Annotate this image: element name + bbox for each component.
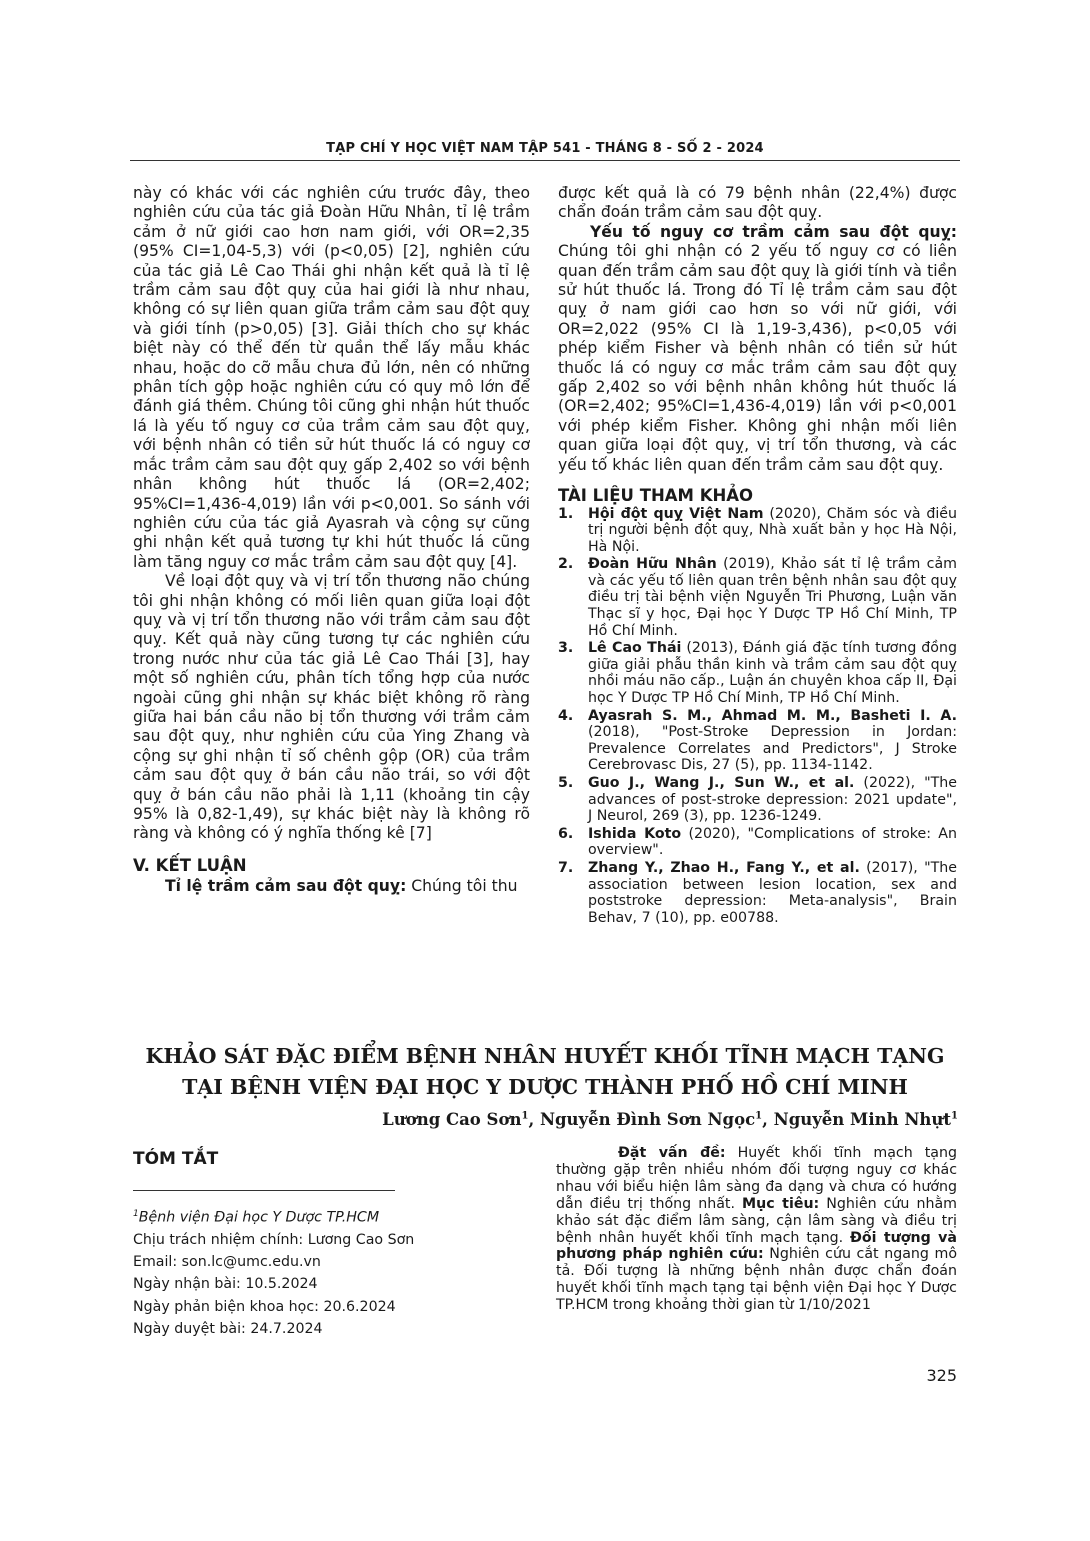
left-column	[133, 184, 530, 897]
contact-email: Email: son.lc@umc.edu.vn	[133, 1254, 321, 1271]
reference-text: (2020), Chăm sóc và điều trị người bệnh đột quỵ, Nhà xuất bản y học Hà Nội, Hà Nội.	[588, 505, 957, 555]
left-paragraph-3	[133, 877, 530, 896]
summary-heading: TÓM TẮT	[133, 1149, 219, 1169]
abstract-text-background: Huyết khối tĩnh mạch tạng thường gặp trên nhiều nhóm đối tượng nguy cơ khác nhau với biểu hiện lâm sàng đa dạng và chưa có hướng dẫn điều trị thống nhất.	[556, 1145, 957, 1212]
reference-number: 4.	[558, 707, 574, 724]
left-paragraph-2: Về loại đột quỵ và vị trí tổn thương não chúng tôi ghi nhận không có mối liên quan giữa loại đột quỵ và vị trí tổn thương não với trầm cảm sau đột quỵ. Kết quả này cũng tương tự các nghiên cứu trong nước như của tác giả Lê Cao Thái [3], hay một số nghiên cứu, phân tích tổng hợp của nước ngoài cũng ghi nhận sự khác biệt không rõ ràng giữa hai bán cầu não bị tổn thương với trầm cảm sau đột quỵ, như nghiên cứu của Ying Zhang và cộng sự ghi nhận tỉ số chênh gộp (OR) của trầm cảm sau đột quỵ ở bán cầu não trái, so với đột quỵ ở bán cầu não phải là 1,11 (khoảng tin cậy 95% là 0,82-1,49), sự khác biệt này là không rõ ràng và không có ý nghĩa thống kê [7]	[133, 572, 530, 843]
reference-text: (2013), Đánh giá đặc tính tương đồng giữa giải phẫu thần kinh và trầm cảm sau đột quỵ nhồi máu não cấp., Luận án chuyên khoa cấp II, Đại học Y Dược TP Hồ Chí Minh, TP Hồ Chí Minh.	[588, 640, 957, 707]
reference-text: (2017), "The association between lesion location, sex and poststroke depression: Meta-analysis", Brain Behav, 7 (10), pp. e00788.	[588, 859, 957, 926]
affiliation-footnote-mark: 1	[133, 1209, 139, 1219]
reference-author: Đoàn Hữu Nhân	[588, 556, 717, 573]
affiliation-footnote	[133, 1203, 533, 1229]
conclusion-label: Tỉ lệ trầm cảm sau đột quỵ:	[165, 877, 407, 896]
affiliation-mark: 1	[521, 1110, 529, 1122]
reference-text: (2022), "The advances of post-stroke depression: 2021 update", J Neurol, 269 (3), pp. 1236-1249.	[588, 775, 957, 825]
journal-header: TẠP CHÍ Y HỌC VIỆT NAM TẬP 541 - THÁNG 8 - SỐ 2 - 2024	[326, 141, 764, 156]
article-title	[130, 1041, 960, 1103]
reference-text: (2018), "Post-Stroke Depression in Jordan: Prevalence Correlates and Predictors", J Stroke Cerebrovasc Dis, 27 (5), pp. 1134-1142.	[588, 724, 957, 774]
right-paragraph-2	[558, 223, 957, 475]
reference-author: Hội đột quỵ Việt Nam	[588, 505, 764, 522]
abstract-label-background: Đặt vấn đề:	[618, 1145, 726, 1161]
reference-author: Ishida Koto	[588, 825, 682, 842]
author-name: Nguyễn Đình Sơn Ngọc	[539, 1110, 756, 1129]
conclusion-text: Chúng tôi thu	[406, 877, 518, 896]
reference-number: 3.	[558, 640, 574, 657]
author-name: Lương Cao Sơn	[382, 1110, 522, 1129]
reference-item	[558, 860, 957, 926]
footnote-rule	[133, 1190, 395, 1191]
author-name: Nguyễn Minh Nhựt	[773, 1110, 952, 1129]
reference-text: (2019), Khảo sát tỉ lệ trầm cảm và các yếu tố liên quan trên bệnh nhân sau đột quỵ điều trị tài bệnh viện Nguyễn Tri Phương, Luận văn Thạc sĩ y học, Đại học Y Dược TP Hồ Chí Minh, TP Hồ Chí Minh.	[588, 556, 957, 639]
section-heading-conclusion: V. KẾT LUẬN	[133, 855, 247, 875]
reference-number: 2.	[558, 556, 574, 573]
date-reviewed: Ngày phản biện khoa học: 20.6.2024	[133, 1298, 396, 1315]
reference-author: Lê Cao Thái	[588, 640, 682, 657]
footnotes	[133, 1203, 533, 1340]
page-number: 325	[926, 1366, 957, 1385]
reference-item	[558, 708, 957, 774]
header-rule	[130, 160, 960, 161]
author-list: Lương Cao Sơn$^1$, Nguyễn Đình Sơn Ngọc$^1$, Nguyễn Minh Nhựt$^1$	[382, 1110, 958, 1129]
abstract-label-methods: Đối tượng và phương pháp nghiên cứu:	[556, 1229, 957, 1263]
risk-factor-label: Yếu tố nguy cơ trầm cảm sau đột quỵ:	[590, 222, 957, 241]
right-paragraph-1: được kết quả là có 79 bệnh nhân (22,4%) được chẩn đoán trầm cảm sau đột quỵ.	[558, 184, 957, 222]
date-approved: Ngày duyệt bài: 24.7.2024	[133, 1320, 323, 1337]
abstract-text-methods: Nghiên cứu cắt ngang mô tả. Đối tượng là những bệnh nhân được chẩn đoán huyết khối tĩnh mạch tạng tại bệnh viện Đại học Y Dược TP.HCM trong khoảng thời gian từ 1/10/2021	[556, 1246, 957, 1314]
reference-item	[558, 826, 957, 859]
reference-number: 5.	[558, 775, 574, 791]
reference-item	[558, 506, 957, 556]
abstract-paragraph	[556, 1145, 957, 1314]
abstract	[556, 1145, 957, 1314]
article-title-line-2: TẠI BỆNH VIỆN ĐẠI HỌC Y DƯỢC THÀNH PHỐ HỒ CHÍ MINH	[182, 1075, 908, 1099]
reference-item	[558, 775, 957, 825]
date-received: Ngày nhận bài: 10.5.2024	[133, 1276, 318, 1293]
abstract-label-objective: Mục tiêu:	[742, 1195, 820, 1212]
left-paragraph-1: này có khác với các nghiên cứu trước đây, theo nghiên cứu của tác giả Đoàn Hữu Nhân, tỉ lệ trầm cảm ở nữ giới cao hơn nam giới, với OR=2,35 (95% CI=1,04-5,3) với (p<0,05) [2], nghiên cứu của tác giả Lê Cao Thái ghi nhận kết quả là tỉ lệ trầm cảm sau đột quỵ của hai giới là như nhau, không có sự liên quan giữa trầm cảm sau đột quỵ và giới tính (p>0,05) [3]. Giải thích cho sự khác biệt này có thể đến từ quần thể lấy mẫu khác nhau, hoặc do cỡ mẫu chưa đủ lớn, nên có những phân tích gộp hoặc nghiên cứu có quy mô lớn để đánh giá thêm. Chúng tôi cũng ghi nhận hút thuốc lá là yếu tố nguy cơ của trầm cảm sau đột quỵ, với bệnh nhân có tiền sử hút thuốc lá có nguy cơ mắc trầm cảm sau đột quỵ gấp 2,402 so với bệnh nhân không hút thuốc lá (OR=2,402; 95%CI=1,436-4,019) lần với p<0,001. So sánh với nghiên cứu của tác giả Ayasrah và cộng sự cũng ghi nhận kết quả tương tự khi hút thuốc lá cũng làm tăng nguy cơ mắc trầm cảm sau đột quỵ [4].	[133, 184, 530, 571]
reference-text: (2020), "Complications of stroke: An overview".	[588, 825, 957, 859]
risk-factor-text: Chúng tôi ghi nhận có 2 yếu tố nguy cơ có liên quan đến trầm cảm sau đột quỵ là giới tính và tiền sử hút thuốc lá. Trong đó Tỉ lệ trầm cảm sau đột quỵ ở nam giới cao hơn so với nữ giới, với OR=2,022 (95% CI là 1,19-3,436), p<0,05 với phép kiểm Fisher và bệnh nhân có tiền sử hút thuốc lá có nguy cơ mắc trầm cảm sau đột quỵ gấp 2,402 so với bệnh nhân không hút thuốc lá (OR=2,402; 95%CI=1,436-4,019) lần với p<0,001 với phép kiểm Fisher. Không ghi nhận mối liên quan giữa loại đột quỵ, vị trí tổn thương, và các yếu tố khác liên quan đến trầm cảm sau đột quỵ.	[558, 242, 957, 474]
affiliation-mark: 1	[755, 1110, 763, 1122]
article-title-line-1: KHẢO SÁT ĐẶC ĐIỂM BỆNH NHÂN HUYẾT KHỐI TĨNH MẠCH TẠNG	[145, 1044, 945, 1068]
affiliation-mark: 1	[951, 1110, 958, 1122]
abstract-text-objective: Nghiên cứu nhằm khảo sát đặc điểm lâm sàng, cận lâm sàng và điều trị bệnh nhân huyết khối tĩnh mạch tạng.	[556, 1195, 957, 1246]
reference-number: 1.	[558, 505, 574, 522]
affiliation-text: Bệnh viện Đại học Y Dược TP.HCM	[138, 1209, 380, 1226]
references-list	[558, 506, 957, 927]
reference-author: Guo J., Wang J., Sun W., et al.	[588, 775, 855, 791]
references-heading: TÀI LIỆU THAM KHẢO	[558, 486, 754, 506]
reference-author: Ayasrah S. M., Ahmad M. M., Basheti I. A.	[588, 707, 957, 724]
reference-author: Zhang Y., Zhao H., Fang Y., et al.	[588, 859, 860, 876]
reference-item	[558, 556, 957, 639]
responsible-author: Chịu trách nhiệm chính: Lương Cao Sơn	[133, 1231, 415, 1248]
right-column	[558, 184, 957, 927]
reference-number: 6.	[558, 825, 574, 842]
reference-item	[558, 640, 957, 706]
reference-number: 7.	[558, 859, 574, 876]
